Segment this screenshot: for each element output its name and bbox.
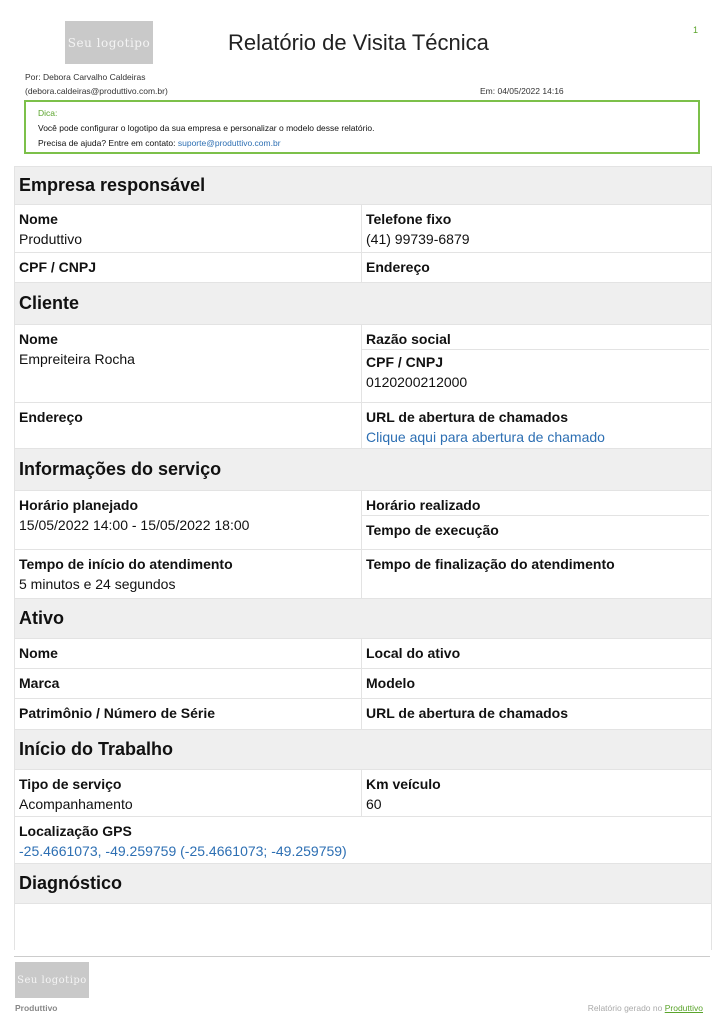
servico-planejado-value: 15/05/2022 14:00 - 15/05/2022 18:00 (19, 517, 250, 533)
ativo-url-label: URL de abertura de chamados (366, 705, 569, 721)
tip-heading: Dica: (38, 108, 58, 118)
section-servico-title: Informações do serviço (15, 448, 711, 490)
page-number: 1 (693, 25, 699, 35)
footer-generated (588, 1003, 703, 1013)
tip-help-text: Precisa de ajuda? Entre em contato: (38, 138, 178, 148)
footer-logo: Seu logotipo (15, 962, 89, 998)
servico-inicio-label: Tempo de início do atendimento (19, 556, 233, 572)
empresa-telefone-label: Telefone fixo (366, 211, 452, 227)
trabalho-tipo-label: Tipo de serviço (19, 776, 122, 792)
trabalho-tipo-value: Acompanhamento (19, 796, 133, 812)
empresa-telefone-value: (41) 99739-6879 (366, 231, 470, 247)
trabalho-gps-label: Localização GPS (19, 823, 132, 839)
section-diagnostico-title: Diagnóstico (15, 863, 711, 903)
section-ativo-title: Ativo (15, 598, 711, 638)
ativo-marca-label: Marca (19, 675, 60, 691)
empresa-cpf-label: CPF / CNPJ (19, 259, 97, 275)
servico-planejado-label: Horário planejado (19, 497, 139, 513)
ativo-modelo-label: Modelo (366, 675, 415, 691)
company-logo: Seu logotipo (65, 21, 153, 64)
servico-inicio-value: 5 minutos e 24 segundos (19, 576, 176, 592)
trabalho-km-value: 60 (366, 796, 382, 812)
empresa-endereco-label: Endereço (366, 259, 430, 275)
cliente-url-label: URL de abertura de chamados (366, 409, 569, 425)
footer-divider (14, 956, 710, 957)
trabalho-km-label: Km veículo (366, 776, 441, 792)
tip-box (24, 100, 700, 154)
footer-produttivo-link[interactable]: Produttivo (664, 1003, 703, 1013)
diagnostico-content (15, 903, 711, 950)
footer-generated-text: Relatório gerado no (587, 1003, 665, 1013)
servico-finalizacao-label: Tempo de finalização do atendimento (366, 556, 615, 572)
tip-text: Você pode configurar o logotipo da sua empresa e personalizar o modelo desse relatório. (38, 123, 375, 133)
cliente-endereco-label: Endereço (19, 409, 83, 425)
section-empresa-title: Empresa responsável (15, 166, 711, 204)
report-body (14, 166, 712, 950)
support-email-link[interactable]: suporte@produttivo.com.br (177, 138, 281, 148)
trabalho-gps-link[interactable]: -25.4661073, -49.259759 (-25.4661073; -49.259759) (19, 843, 347, 859)
servico-execucao-label: Tempo de execução (366, 522, 499, 538)
empresa-nome-label: Nome (19, 211, 58, 227)
section-cliente-title: Cliente (15, 282, 711, 324)
cliente-razao-label: Razão social (366, 331, 451, 347)
section-trabalho-title: Início do Trabalho (15, 729, 711, 769)
cliente-cpf-value: 0120200212000 (366, 374, 468, 390)
servico-realizado-label: Horário realizado (366, 497, 481, 513)
footer-company: Produttivo (15, 1003, 58, 1013)
report-date: Em: 04/05/2022 14:16 (480, 86, 564, 96)
tip-help (38, 136, 686, 151)
cliente-nome-label: Nome (19, 331, 58, 347)
empresa-nome-value: Produttivo (19, 231, 83, 247)
cliente-url-link[interactable]: Clique aqui para abertura de chamado (366, 429, 605, 445)
report-title: Relatório de Visita Técnica (228, 30, 489, 55)
cliente-nome-value: Empreiteira Rocha (19, 351, 135, 367)
ativo-nome-label: Nome (19, 645, 58, 661)
author-email: (debora.caldeiras@produttivo.com.br) (25, 86, 168, 96)
ativo-patrimonio-label: Patrimônio / Número de Série (19, 705, 216, 721)
ativo-local-label: Local do ativo (366, 645, 461, 661)
author-name: Por: Debora Carvalho Caldeiras (25, 72, 146, 82)
cliente-cpf-label: CPF / CNPJ (366, 354, 444, 370)
